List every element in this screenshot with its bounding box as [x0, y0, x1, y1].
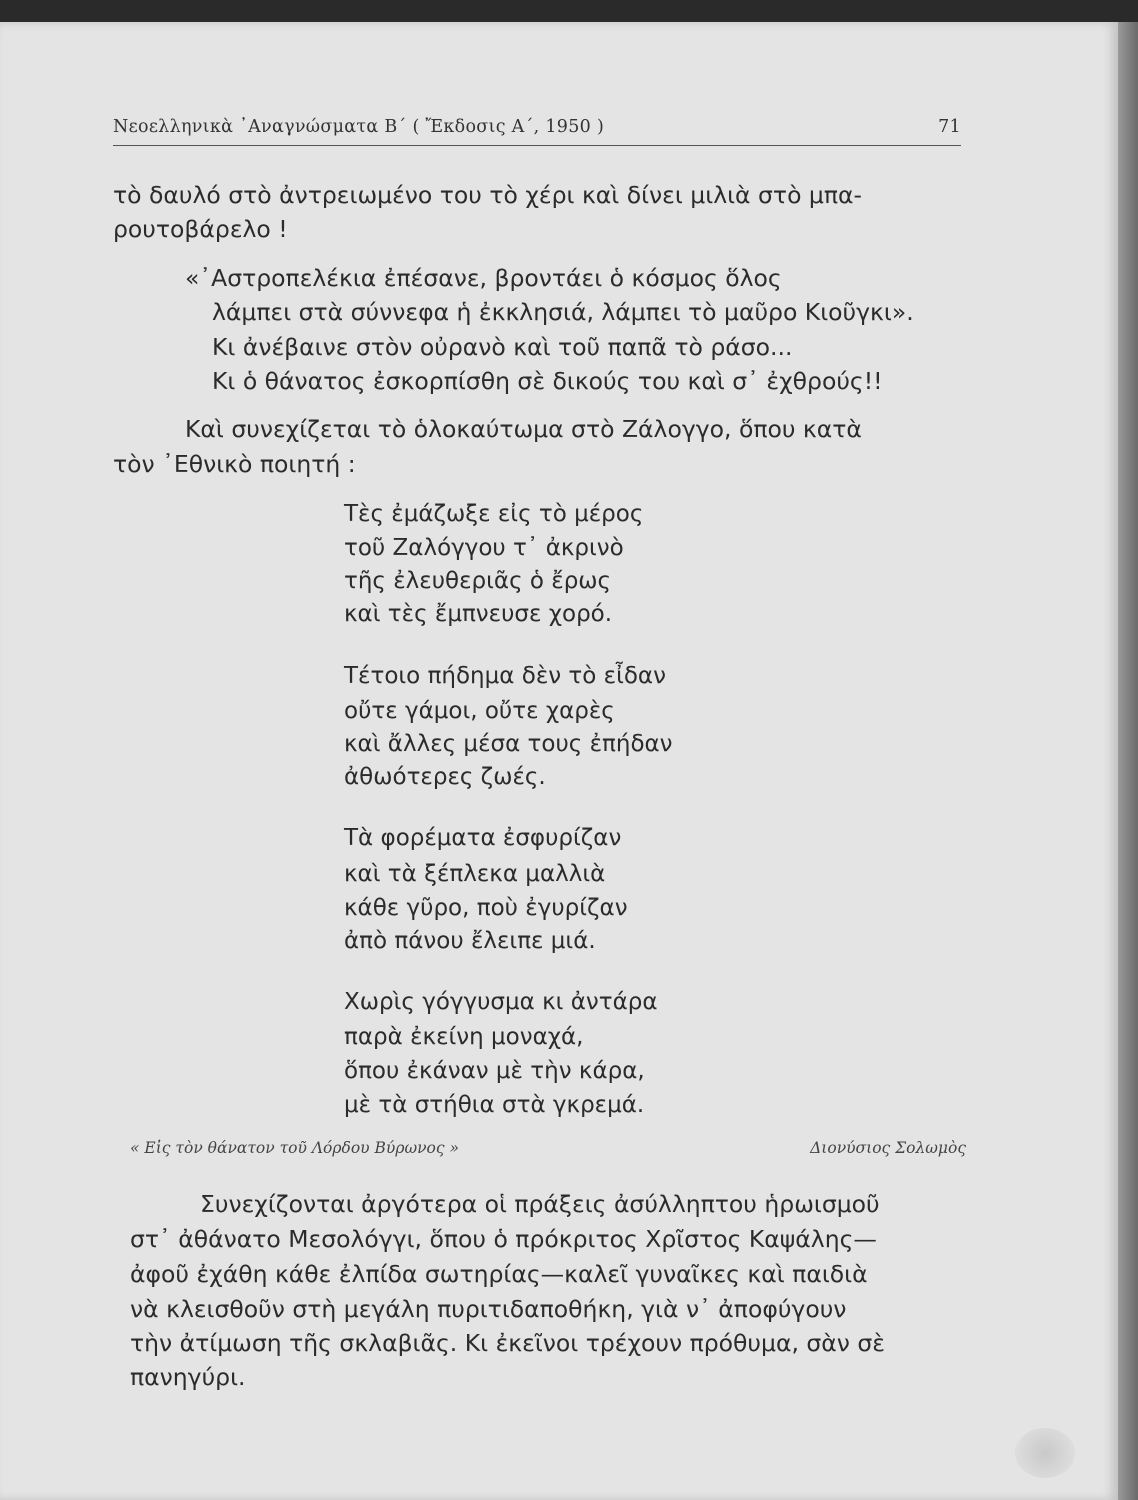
- poem-verse: τῆς ἐλευθεριᾶς ὁ ἔρως: [344, 568, 612, 594]
- body-line: Καὶ συνεχίζεται τὸ ὁλοκαύτωμα στὸ Ζάλογγο, ὅπου κατὰ: [185, 415, 862, 443]
- body-line: ἀφοῦ ἐχάθη κάθε ἐλπίδα σωτηρίας—καλεῖ γυναῖκες καὶ παιδιὰ: [130, 1260, 868, 1288]
- poem-verse: μὲ τὰ στήθια στὰ γκρεμά.: [344, 1092, 645, 1118]
- poem-verse: καὶ ἄλλες μέσα τους ἐπήδαν: [344, 731, 673, 757]
- poem-verse: καὶ τὲς ἔμπνευσε χορό.: [344, 601, 613, 627]
- poem-verse: παρὰ ἐκείνη μοναχά,: [344, 1024, 584, 1050]
- quote-line: Κι ὁ θάνατος ἐσκορπίσθη σὲ δικούς του καὶ σ᾿ ἐχθρούς!!: [212, 367, 883, 395]
- poem-author: Διονύσιος Σολωμὸς: [810, 1139, 966, 1157]
- intro-line: ρουτοβάρελο !: [113, 215, 288, 243]
- poem-verse: ὅπου ἐκάναν μὲ τὴν κάρα,: [344, 1058, 645, 1084]
- poem-verse: Χωρὶς γόγγυσμα κι ἀντάρα: [344, 989, 658, 1015]
- body-line: Συνεχίζονται ἀργότερα οἱ πράξεις ἀσύλληπτου ἡρωισμοῦ: [200, 1190, 880, 1218]
- poem-verse: κάθε γῦρο, ποὺ ἐγυρίζαν: [344, 895, 628, 921]
- poem-verse: Τὰ φορέματα ἐσφυρίζαν: [344, 825, 622, 851]
- body-line: στ᾿ ἀθάνατο Μεσολόγγι, ὅπου ὁ πρόκριτος Χρῖστος Καψάλης—: [130, 1225, 877, 1253]
- page-number: 71: [938, 117, 961, 137]
- poem-verse: καὶ τὰ ξέπλεκα μαλλιὰ: [344, 861, 606, 887]
- poem-verse: τοῦ Ζαλόγγου τ᾿ ἀκρινὸ: [344, 535, 624, 561]
- poem-verse: ἀπὸ πάνου ἔλειπε μιά.: [344, 928, 596, 954]
- body-line: νὰ κλεισθοῦν στὴ μεγάλη πυριτιδαποθήκη, γιὰ ν᾿ ἀποφύγουν: [130, 1295, 847, 1323]
- poem-verse: Τὲς ἐμάζωξε εἰς τὸ μέρος: [344, 501, 644, 527]
- body-line: πανηγύρι.: [130, 1363, 246, 1391]
- header-rule: [113, 145, 961, 146]
- intro-line: τὸ δαυλό στὸ ἀντρειωμένο του τὸ χέρι καὶ δίνει μιλιὰ στὸ μπα-: [113, 181, 862, 209]
- poem-verse: ἀθωότερες ζωές.: [344, 764, 546, 790]
- body-line: τὸν ᾿Εθνικὸ ποιητή :: [113, 450, 356, 478]
- quote-line: Κι ἀνέβαινε στὸν οὐρανὸ καὶ τοῦ παπᾶ τὸ ράσο...: [212, 333, 793, 361]
- quote-line: «᾿Αστροπελέκια ἐπέσανε, βροντάει ὁ κόσμος ὅλος: [185, 264, 782, 292]
- quote-line: λάμπει στὰ σύννεφα ἡ ἐκκλησιά, λάμπει τὸ μαῦρο Κιοῦγκι».: [212, 298, 914, 326]
- page-edge: [1118, 22, 1138, 1500]
- poem-verse: οὔτε γάμοι, οὔτε χαρὲς: [344, 698, 615, 724]
- poem-source: « Εἰς τὸν θάνατον τοῦ Λόρδου Βύρωνος »: [130, 1139, 459, 1157]
- poem-verse: Τέτοιο πήδημα δὲν τὸ εἶδαν: [344, 663, 666, 689]
- book-title: Νεοελληνικὰ ᾿Αναγνώσματα Β΄ ( Ἔκδοσις Α΄, 1950 ): [113, 117, 605, 137]
- body-line: τὴν ἀτίμωση τῆς σκλαβιᾶς. Κι ἐκεῖνοι τρέχουν πρόθυμα, σὰν σὲ: [130, 1329, 885, 1357]
- running-header: [113, 117, 961, 137]
- paper-stain: [1015, 1428, 1075, 1478]
